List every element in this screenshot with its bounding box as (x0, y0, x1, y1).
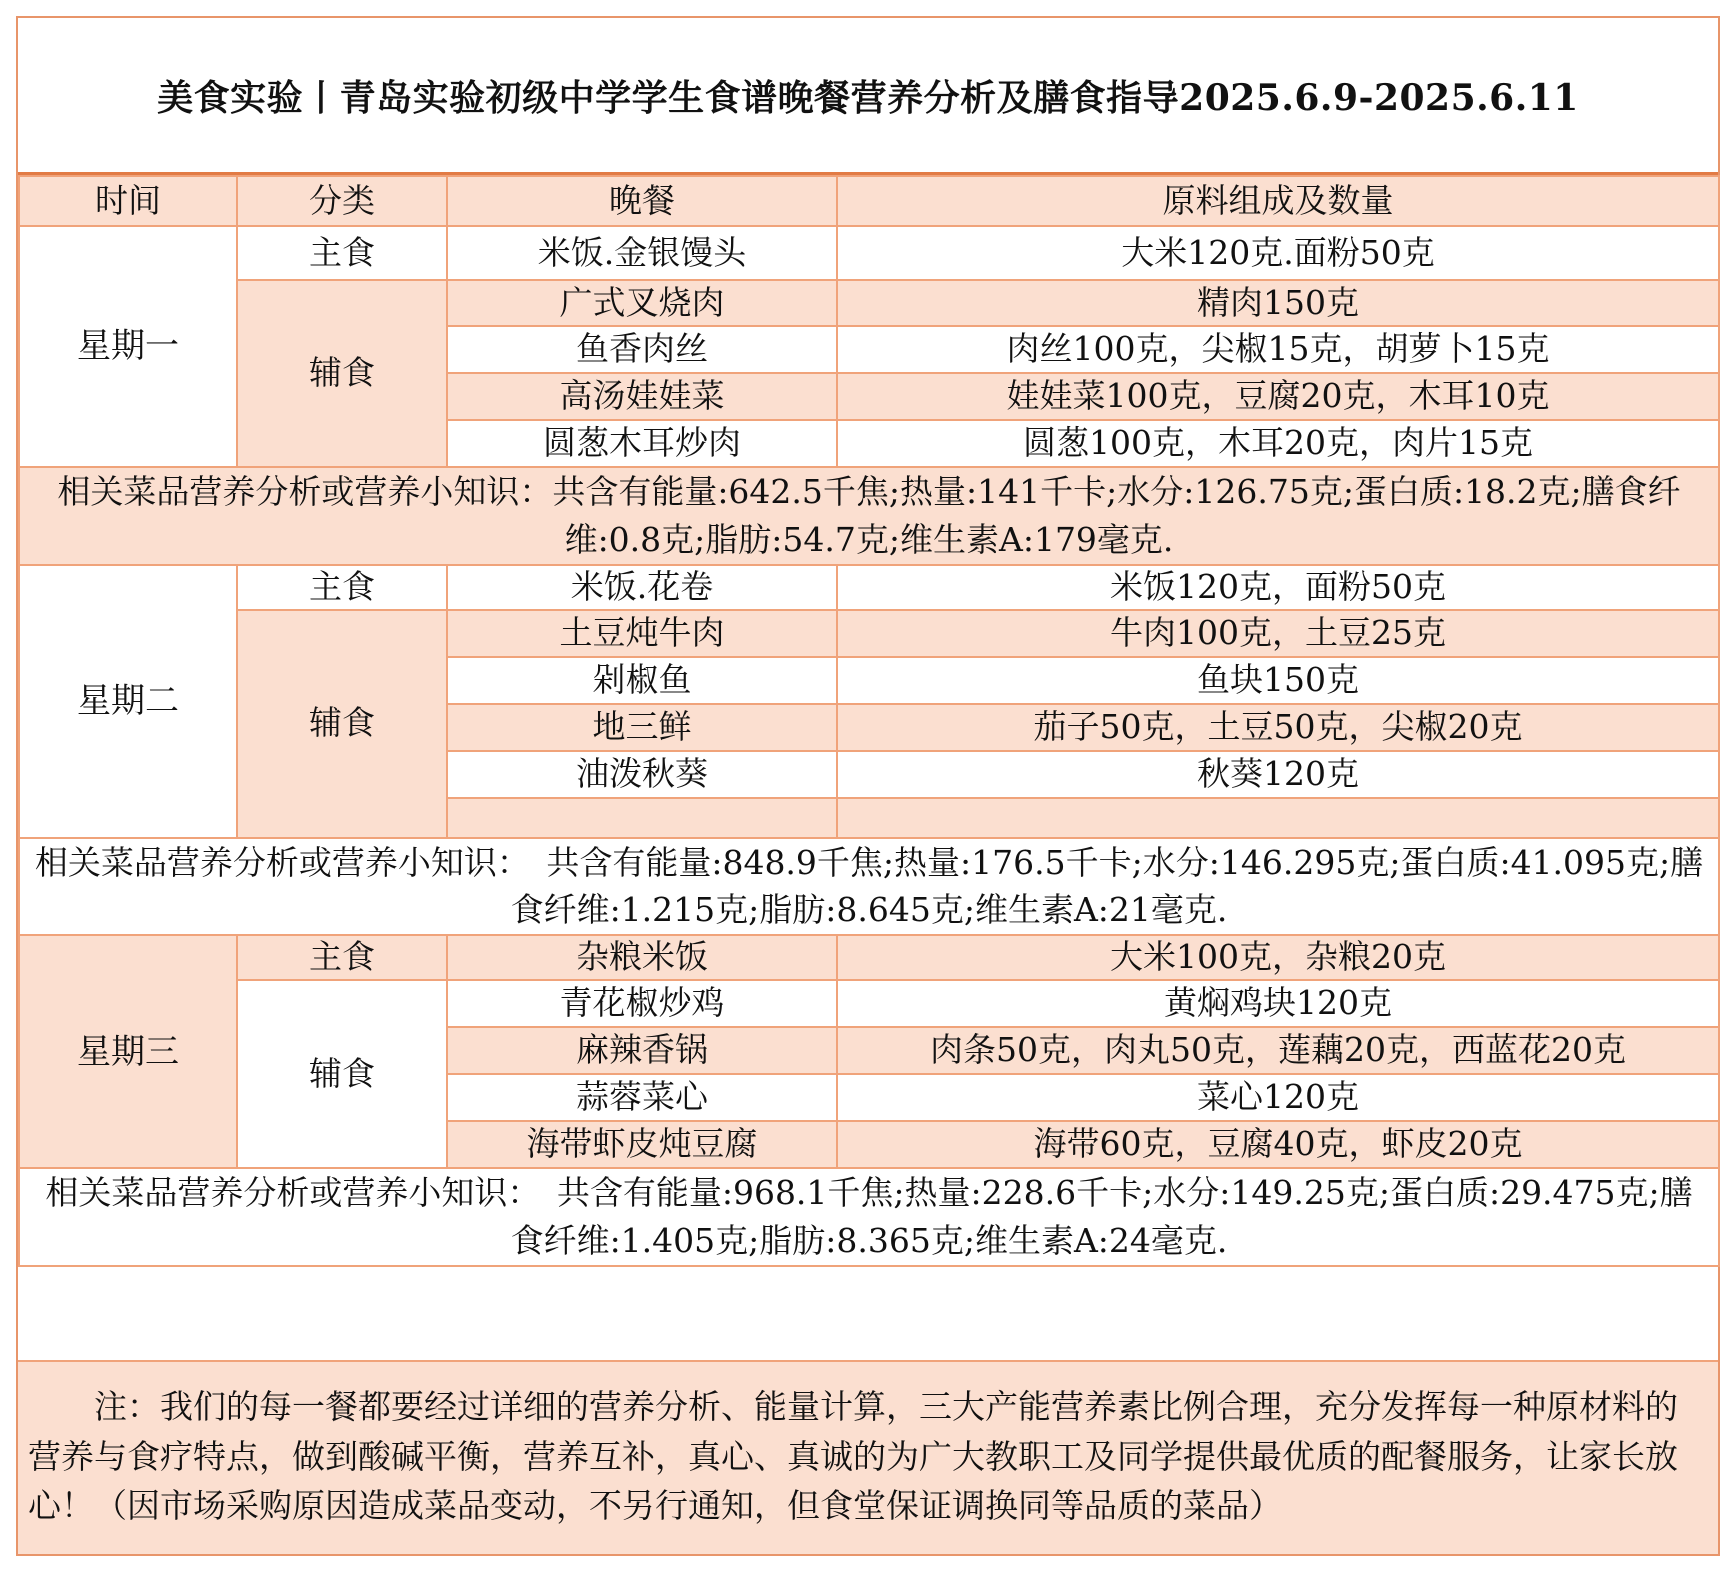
nutrition-row-monday (19, 467, 1719, 565)
nutrition-note: 相关菜品营养分析或营养小知识：共含有能量:642.5千焦;热量:141千卡;水分:126.75克;蛋白质:18.2克;膳食纤维:0.8克;脂肪:54.7克;维生素A:179毫克. (19, 467, 1719, 565)
table-row (19, 226, 1719, 280)
header-dinner: 晚餐 (447, 176, 837, 226)
category-side: 辅食 (237, 610, 447, 838)
ingredient-cell: 大米120克.面粉50克 (837, 226, 1719, 280)
ingredient-cell: 肉条50克，肉丸50克，莲藕20克，西蓝花20克 (837, 1027, 1719, 1074)
table-row (19, 565, 1719, 610)
category-staple: 主食 (237, 226, 447, 280)
ingredient-cell: 牛肉100克，土豆25克 (837, 610, 1719, 657)
ingredient-cell: 黄焖鸡块120克 (837, 980, 1719, 1027)
menu-sheet (16, 16, 1720, 1556)
dish-cell: 米饭.花卷 (447, 565, 837, 610)
category-side: 辅食 (237, 280, 447, 467)
dish-cell: 鱼香肉丝 (447, 326, 837, 373)
ingredient-cell: 海带60克，豆腐40克，虾皮20克 (837, 1121, 1719, 1168)
category-staple: 主食 (237, 565, 447, 610)
table-row (19, 280, 1719, 326)
nutrition-row-tuesday (19, 838, 1719, 936)
dish-cell: 地三鲜 (447, 704, 837, 751)
nutrition-row-wednesday (19, 1168, 1719, 1266)
ingredient-cell: 肉丝100克，尖椒15克，胡萝卜15克 (837, 326, 1719, 373)
ingredient-cell: 大米100克，杂粮20克 (837, 935, 1719, 980)
category-staple: 主食 (237, 935, 447, 980)
day-cell-monday: 星期一 (19, 226, 237, 467)
nutrition-note: 相关菜品营养分析或营养小知识： 共含有能量:968.1千焦;热量:228.6千卡;水分:149.25克;蛋白质:29.475克;膳食纤维:1.405克;脂肪:8.365克;维生素A:24毫克. (19, 1168, 1719, 1266)
dish-cell: 圆葱木耳炒肉 (447, 420, 837, 467)
table-row (19, 610, 1719, 657)
dish-cell: 剁椒鱼 (447, 657, 837, 704)
ingredient-cell: 米饭120克，面粉50克 (837, 565, 1719, 610)
ingredient-cell: 精肉150克 (837, 280, 1719, 326)
ingredient-cell: 娃娃菜100克，豆腐20克，木耳10克 (837, 373, 1719, 420)
day-cell-wednesday: 星期三 (19, 935, 237, 1168)
category-side: 辅食 (237, 980, 447, 1168)
dish-cell: 蒜蓉菜心 (447, 1074, 837, 1121)
table-row (19, 935, 1719, 980)
menu-table (18, 175, 1720, 1267)
nutrition-note: 相关菜品营养分析或营养小知识： 共含有能量:848.9千焦;热量:176.5千卡;水分:146.295克;蛋白质:41.095克;膳食纤维:1.215克;脂肪:8.645克;维生素A:21毫克. (19, 838, 1719, 936)
dish-cell: 麻辣香锅 (447, 1027, 837, 1074)
header-category: 分类 (237, 176, 447, 226)
ingredient-cell: 圆葱100克，木耳20克，肉片15克 (837, 420, 1719, 467)
ingredient-cell: 秋葵120克 (837, 751, 1719, 798)
ingredient-cell: 菜心120克 (837, 1074, 1719, 1121)
ingredient-cell (837, 798, 1719, 838)
dish-cell: 广式叉烧肉 (447, 280, 837, 326)
dish-cell: 米饭.金银馒头 (447, 226, 837, 280)
dish-cell: 青花椒炒鸡 (447, 980, 837, 1027)
dish-cell: 油泼秋葵 (447, 751, 837, 798)
footer-note: 注：我们的每一餐都要经过详细的营养分析、能量计算，三大产能营养素比例合理，充分发挥每一种原材料的营养与食疗特点，做到酸碱平衡，营养互补，真心、真诚的为广大教职工及同学提供最优质的配餐服务，让家长放心！（因市场采购原因造成菜品变动，不另行通知，但食堂保证调换同等品质的菜品） (18, 1360, 1718, 1554)
header-row (19, 176, 1719, 226)
dish-cell: 海带虾皮炖豆腐 (447, 1121, 837, 1168)
day-cell-tuesday: 星期二 (19, 565, 237, 838)
ingredient-cell: 鱼块150克 (837, 657, 1719, 704)
ingredient-cell: 茄子50克，土豆50克，尖椒20克 (837, 704, 1719, 751)
dish-cell: 高汤娃娃菜 (447, 373, 837, 420)
header-time: 时间 (19, 176, 237, 226)
dish-cell: 杂粮米饭 (447, 935, 837, 980)
header-ingredients: 原料组成及数量 (837, 176, 1719, 226)
page-title: 美食实验丨青岛实验初级中学学生食谱晚餐营养分析及膳食指导2025.6.9-2025.6.11 (18, 18, 1718, 175)
table-row (19, 980, 1719, 1027)
dish-cell (447, 798, 837, 838)
dish-cell: 土豆炖牛肉 (447, 610, 837, 657)
